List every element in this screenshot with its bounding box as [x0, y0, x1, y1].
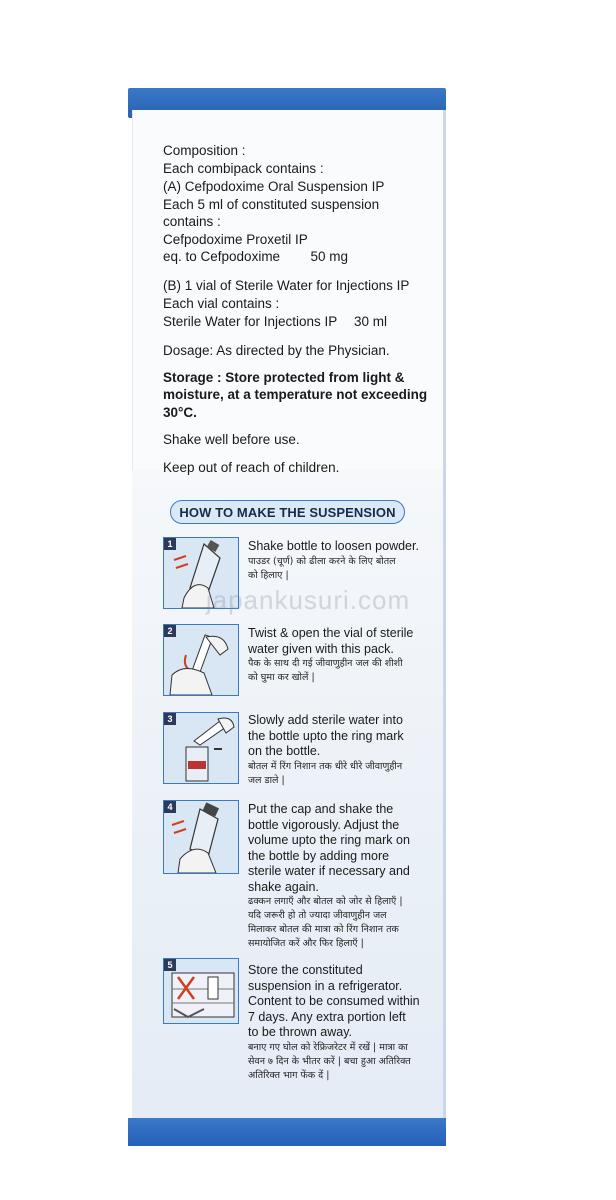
composition-dose-row — [163, 248, 378, 266]
step-3-en-line: Slowly add sterile water into — [248, 713, 403, 727]
composition-line: contains : — [163, 214, 221, 229]
step-4-en-line: volume upto the ring mark on — [248, 833, 410, 847]
water-value: 30 ml — [353, 314, 387, 329]
step-5-hi-line: सेवन ७ दिन के भीतर करें | बचा हुआ अतिरिक्त — [248, 1055, 411, 1067]
step-3-text — [248, 713, 440, 788]
step-3-en-line: on the bottle. — [248, 744, 321, 758]
step-number: 4 — [164, 801, 176, 813]
water-label: Sterile Water for Injections IP — [163, 314, 338, 329]
step-5-illustration — [163, 958, 239, 1024]
step-number: 1 — [164, 538, 176, 550]
step-2-hi-line: को घुमा कर खोलें | — [248, 672, 315, 683]
composition-line: (B) 1 vial of Sterile Water for Injections IP — [163, 278, 410, 293]
how-to-heading: HOW TO MAKE THE SUSPENSION — [170, 500, 405, 524]
composition-water-row — [163, 313, 391, 331]
storage-line: Storage : Store protected from light & — [163, 370, 405, 385]
storage-line: moisture, at a temperature not exceeding — [163, 387, 428, 402]
step-3-en-line: the bottle upto the ring mark — [248, 728, 404, 743]
storage-line: 30°C. — [163, 405, 197, 420]
step-3-hi-line: बोतल में रिंग निशान तक धीरे धीरे जीवाणुहीन — [248, 760, 403, 772]
dose-label: eq. to Cefpodoxime — [163, 249, 281, 264]
step-4-en-line: sterile water if necessary and — [248, 864, 410, 878]
step-5-en-line: Store the constituted — [248, 963, 363, 977]
step-number: 3 — [164, 713, 176, 725]
composition-line: Each combipack contains : — [163, 161, 324, 176]
dose-value: 50 mg — [310, 249, 348, 264]
step-5-en-line: to be thrown away. — [248, 1025, 352, 1039]
step-1-hi-line: को हिलाए | — [248, 569, 289, 581]
step-1-en-line: Shake bottle to loosen powder. — [248, 539, 419, 553]
step-4-hi-line: मिलाकर बोतल की मात्रा को रिंग निशान तक — [248, 924, 399, 935]
composition-heading: Composition : — [163, 143, 246, 158]
step-4-hi-line: यदि जरूरी हो तो ज्यादा जीवाणुहीन जल — [248, 910, 387, 921]
composition-line: Cefpodoxime Proxetil IP — [163, 232, 308, 247]
step-5-en-line: suspension in a refrigerator. — [248, 978, 403, 993]
step-4-en-line: Put the cap and shake the — [248, 802, 394, 816]
step-5-hi-line: बनाए गए घोल को रेफ्रिजरेटर में रखें | मात्रा का — [248, 1041, 408, 1053]
step-4-illustration — [163, 800, 239, 874]
step-4-hi-line: ढक्कन लगाएँ और बोतल को जोर से हिलाएँ | — [248, 896, 403, 907]
composition-line: Each vial contains : — [163, 296, 280, 311]
step-5-en-line: 7 days. Any extra portion left — [248, 1009, 406, 1024]
composition-line: Each 5 ml of constituted suspension — [163, 197, 380, 212]
step-number: 5 — [164, 959, 176, 971]
step-2-en-line: water given with this pack. — [248, 641, 394, 656]
step-2-text — [248, 626, 440, 685]
step-4-en-line: bottle vigorously. Adjust the — [248, 817, 400, 832]
step-2-hi-line: पैक के साथ दी गई जीवाणुहीन जल की शीशी — [248, 658, 403, 669]
shake-text: Shake well before use. — [163, 432, 300, 447]
step-4-text — [248, 802, 440, 951]
step-2-en-line: Twist & open the vial of sterile — [248, 626, 414, 640]
step-4-en-line: shake again. — [248, 879, 319, 894]
box-bottom-edge — [128, 1118, 446, 1146]
step-number: 2 — [164, 625, 176, 637]
step-4-en-line: the bottle by adding more — [248, 848, 390, 863]
watermark-text: japankusuri.com — [205, 585, 411, 615]
step-1-hi-line: पाउडर (चूर्ण) को ढीला करने के लिए बोतल — [248, 555, 396, 567]
step-5-hi-line: अतिरिक्त भाग फेंक दें | — [248, 1069, 330, 1081]
step-5-text — [248, 963, 440, 1083]
step-1-text — [248, 539, 440, 583]
dosage-text: Dosage: As directed by the Physician. — [163, 343, 390, 358]
step-2-illustration — [163, 624, 239, 696]
step-5-en-line: Content to be consumed within — [248, 994, 420, 1008]
keep-out-text: Keep out of reach of children. — [163, 460, 340, 475]
composition-line: (A) Cefpodoxime Oral Suspension IP — [163, 179, 385, 194]
step-4-hi-line: समायोजित करें और फिर हिलाएँ | — [248, 938, 364, 949]
step-3-illustration — [163, 712, 239, 784]
step-3-hi-line: जल डाले | — [248, 774, 285, 786]
